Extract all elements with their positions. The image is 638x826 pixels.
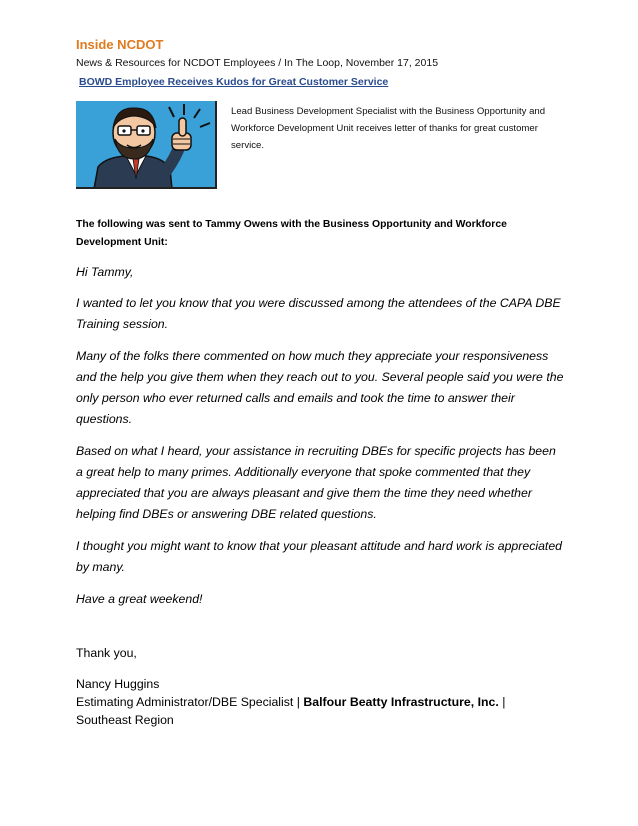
- article-intro: The following was sent to Tammy Owens with the Business Opportunity and Workforce Development Unit:: [76, 219, 507, 248]
- signature-company: Balfour Beatty Infrastructure, Inc.: [303, 695, 499, 709]
- article-caption: Lead Business Development Specialist with the Business Opportunity and Workforce Development Unit receives letter of thanks for great customer service.: [231, 106, 546, 151]
- letter-signoff: Thank you,: [76, 646, 137, 660]
- signature-title-line: [76, 693, 566, 711]
- signature-name: Nancy Huggins: [76, 677, 160, 691]
- letter-greeting: Hi Tammy,: [76, 265, 134, 279]
- letter-paragraph: Have a great weekend!: [76, 592, 203, 606]
- newsletter-brand: Inside NCDOT: [76, 37, 164, 52]
- letter-body: [76, 262, 566, 621]
- letter-paragraph: I thought you might want to know that your pleasant attitude and hard work is appreciated by many.: [76, 539, 563, 574]
- letter-paragraph: I wanted to let you know that you were discussed among the attendees of the CAPA DBE Training session.: [76, 296, 561, 331]
- newsletter-subtitle: News & Resources for NCDOT Employees / In The Loop, November 17, 2015: [76, 57, 439, 69]
- signature-block: [76, 675, 566, 729]
- letter-paragraph: Many of the folks there commented on how much they appreciate your responsiveness and the help you give them when they reach out to you. Several people said you were the only person who ever returned calls and emails and took the time to answer their questions.: [76, 349, 564, 426]
- thumbs-up-businessman-icon: [76, 101, 217, 189]
- signature-region: Southeast Region: [76, 713, 174, 727]
- article-illustration: [76, 101, 217, 189]
- signature-separator: |: [498, 695, 506, 709]
- signature-title: Estimating Administrator/DBE Specialist |: [76, 695, 304, 709]
- article-headline-link[interactable]: BOWD Employee Receives Kudos for Great Customer Service: [79, 76, 389, 88]
- letter-paragraph: Based on what I heard, your assistance in recruiting DBEs for specific projects has been a great help to many primes. Additionally everyone that spoke commented that they appreciated that you are always pleasant and give them the time they need whether helping find DBEs or answering DBE related questions.: [76, 444, 556, 521]
